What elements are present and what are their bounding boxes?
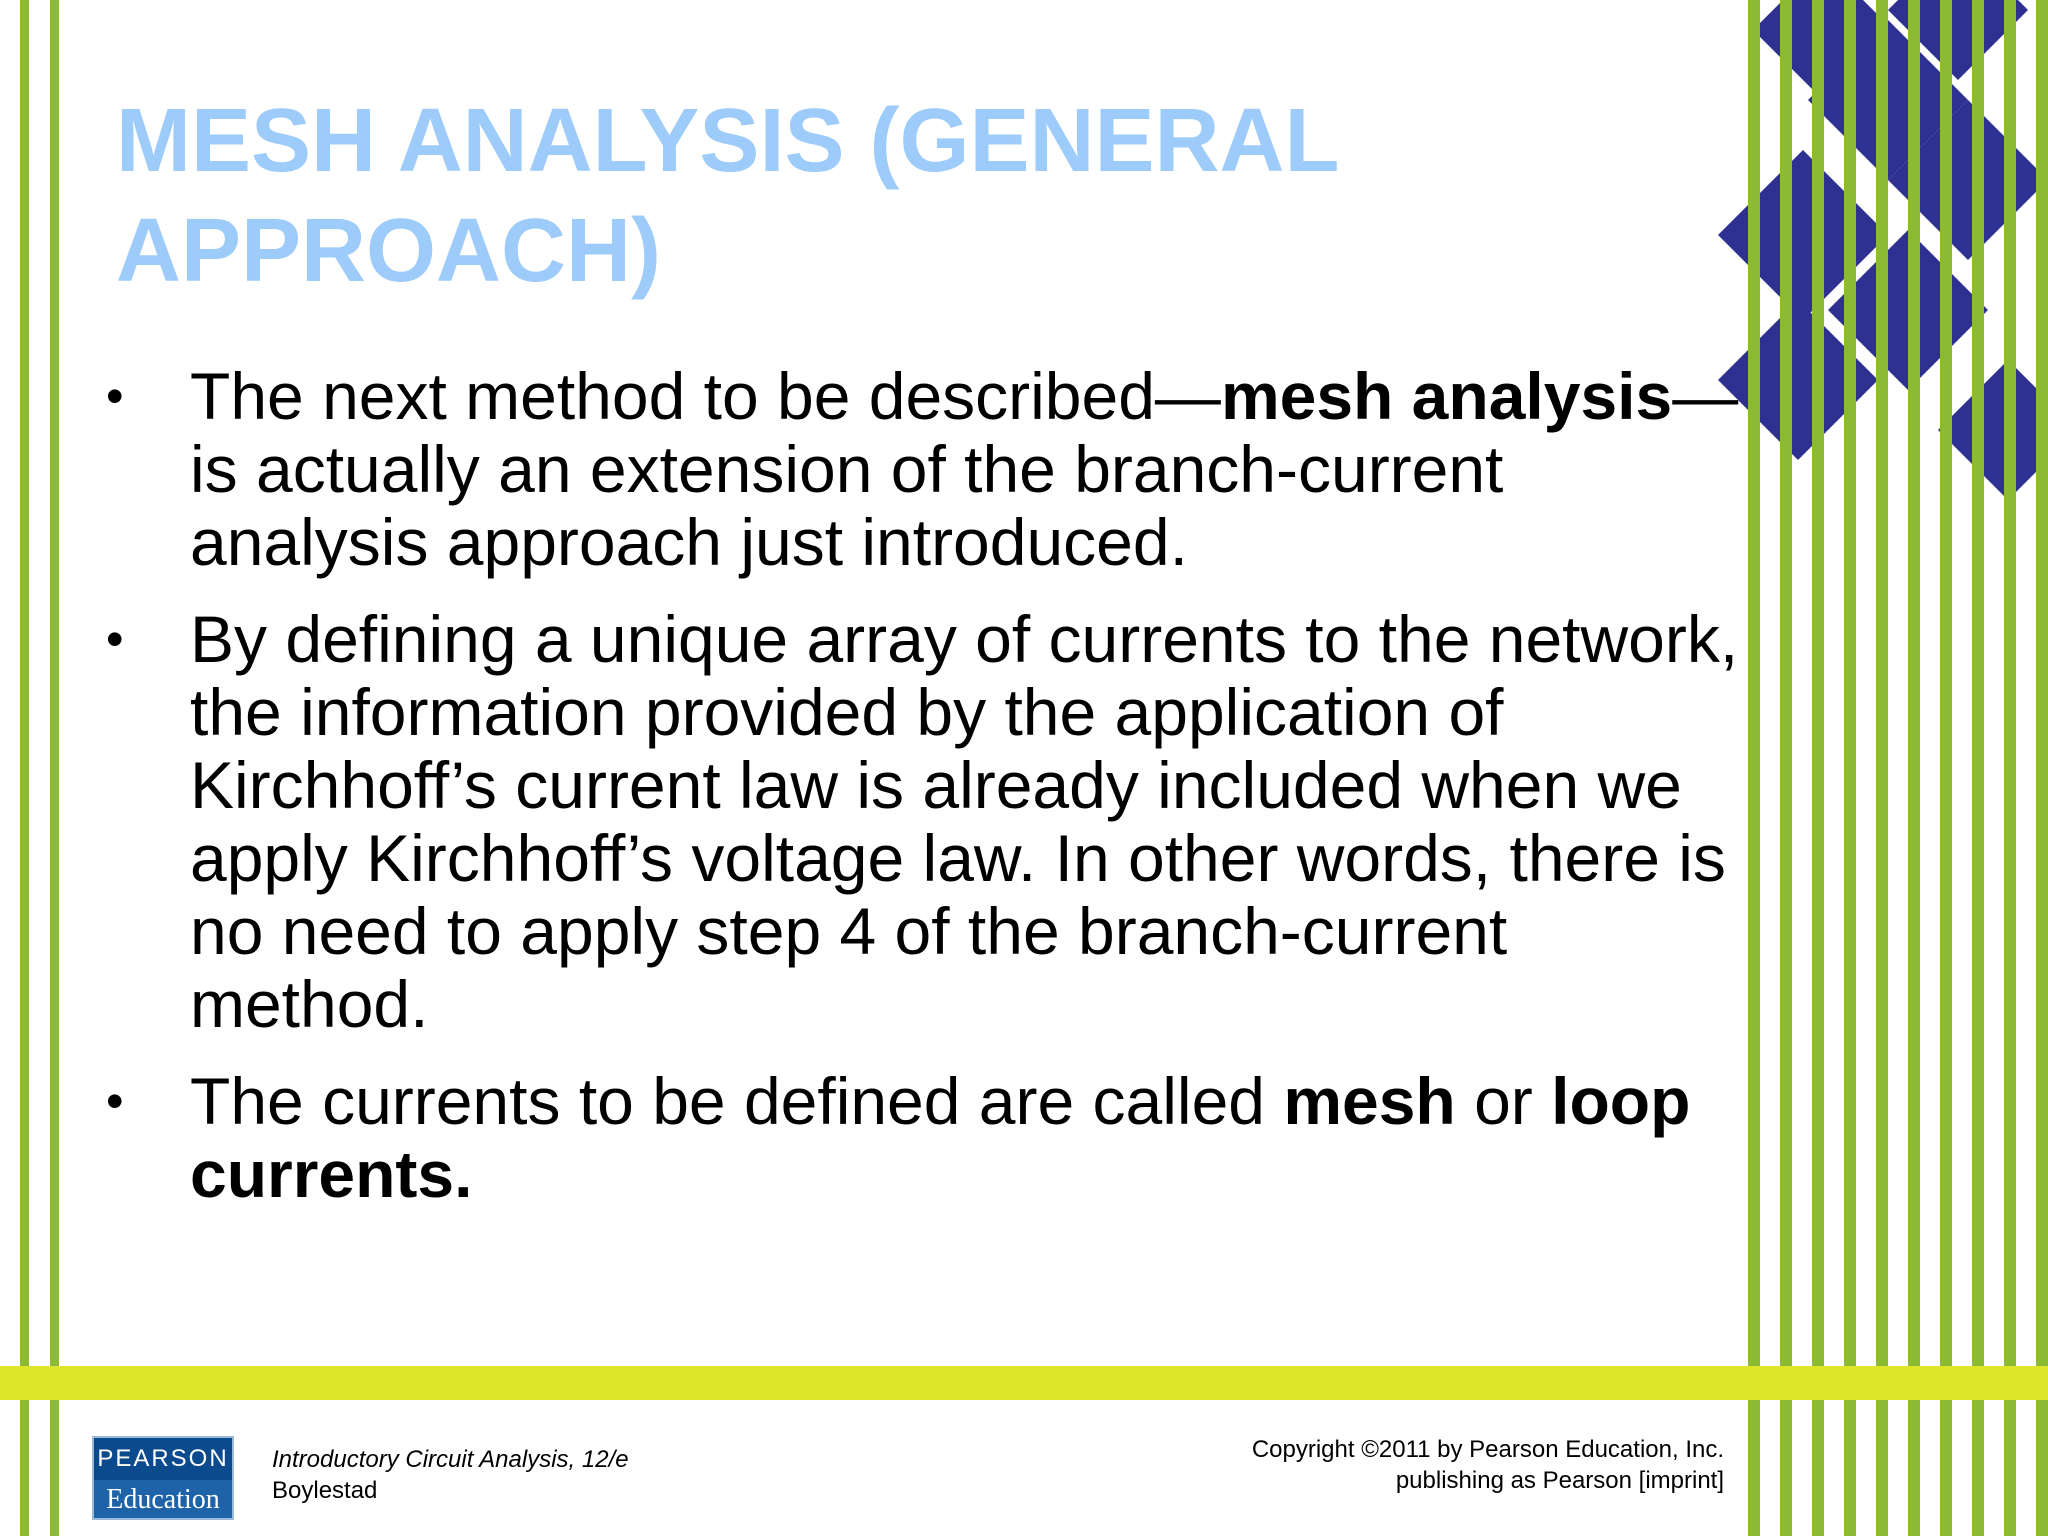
bullet-2-text: By defining a unique array of currents to the network, the information provided by the application of Kirchhoff’s current law is already included when we apply Kirchhoff’s voltage law. In other words, there is no need to apply step 4 of the branch-current method. — [190, 602, 1739, 1041]
bullet-item-2 — [106, 603, 1746, 1041]
book-title: Introductory Circuit Analysis, 12/e — [272, 1446, 629, 1473]
copyright-line-1: Copyright ©2011 by Pearson Education, Inc. — [1251, 1436, 1724, 1463]
bullet-3-bold-b: loop currents. — [190, 1064, 1691, 1211]
bullet-list — [106, 360, 1746, 1235]
logo-top-text: PEARSON — [94, 1438, 232, 1480]
copyright-line-2: publishing as Pearson [imprint] — [1395, 1467, 1724, 1494]
bullet-1-bold: mesh analysis — [1220, 359, 1673, 433]
logo-bottom-text: Education — [106, 1484, 220, 1515]
bullet-item-3 — [106, 1065, 1746, 1211]
bullet-dot: • — [106, 368, 124, 424]
right-decoration — [1718, 0, 2048, 1536]
slide-title — [116, 86, 1676, 306]
bullet-item-1 — [106, 360, 1746, 579]
footer-bar — [0, 1366, 2048, 1400]
bullet-3-bold-a: mesh — [1283, 1064, 1456, 1138]
bullet-1-text-b: —is actually an extension of the branch-current analysis approach just introduced. — [190, 359, 1739, 579]
bullet-3-text-a: The currents to be defined are called — [190, 1064, 1284, 1138]
left-stripe-1 — [20, 0, 29, 1536]
title-line-1: MESH ANALYSIS (GENERAL — [116, 91, 1340, 191]
bullet-dot: • — [106, 611, 124, 667]
bullet-dot: • — [106, 1073, 124, 1129]
left-stripe-2 — [50, 0, 59, 1536]
bullet-1-text-a: The next method to be described— — [190, 359, 1221, 433]
book-info — [272, 1444, 629, 1506]
bullet-3-text-b: or — [1455, 1064, 1552, 1138]
book-author: Boylestad — [272, 1477, 378, 1504]
title-line-2: APPROACH) — [116, 201, 662, 301]
pearson-logo — [92, 1436, 234, 1520]
diamond-shape — [1938, 360, 2048, 500]
copyright — [1024, 1434, 1724, 1496]
